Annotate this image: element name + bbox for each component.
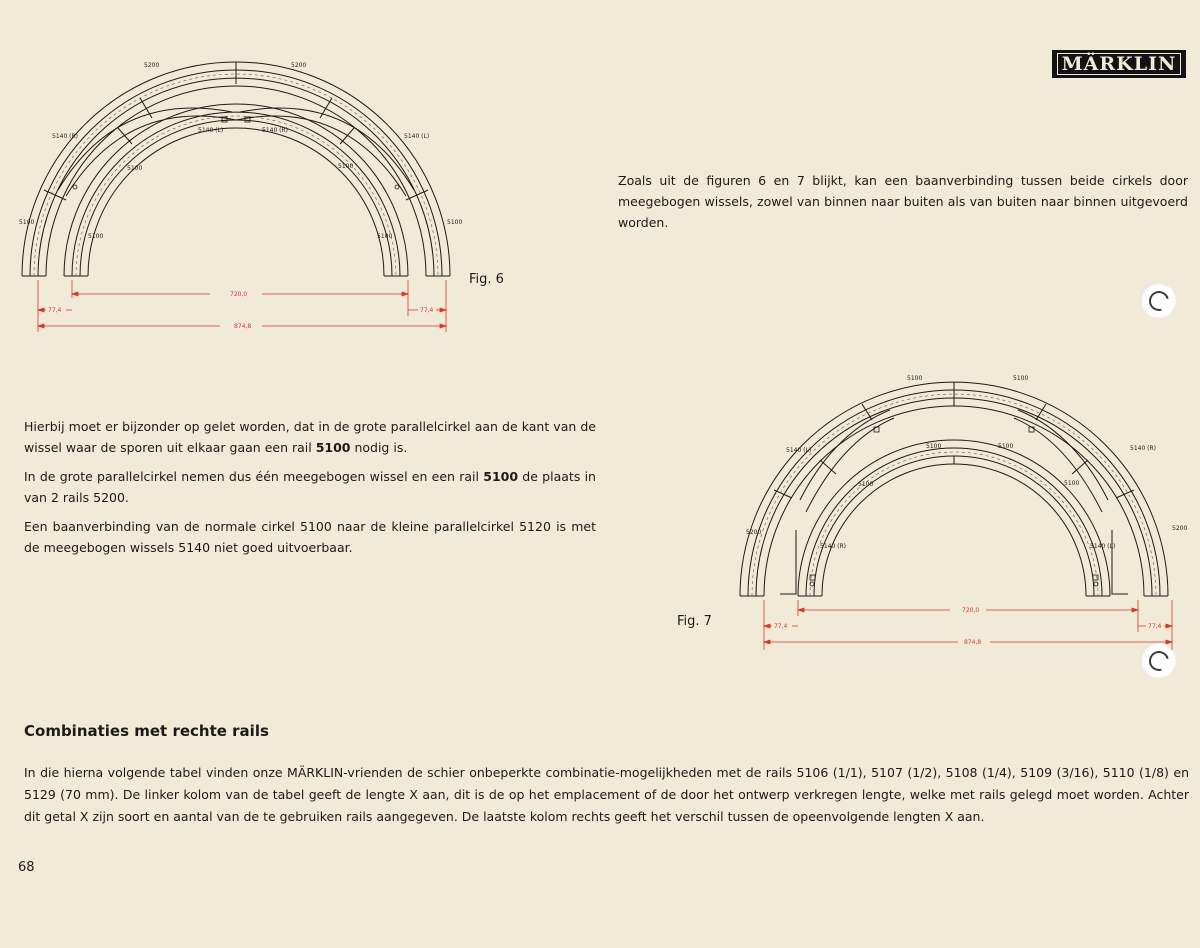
label-5200-right-fig7: 5200	[1172, 525, 1188, 532]
label-5100-inner-right-fig7: 5100	[998, 443, 1014, 450]
intro-paragraph: Zoals uit de figuren 6 en 7 blijkt, kan een baanverbinding tussen beide cirkels door meegebogen wissels, zowel van binnen naar buiten als van buiten naar binnen uitgevoerd worden.	[618, 173, 1188, 230]
label-5100-inner-left: 5100	[127, 165, 143, 172]
label-5100-outer-left-fig7: 5100	[907, 375, 923, 382]
label-5100-mid-left-fig7: 5100	[858, 481, 874, 488]
figure-7-track-diagram	[740, 370, 1200, 655]
label-5100-inner-right: 5100	[338, 163, 354, 170]
dim-77-left-fig6: 77,4	[48, 307, 62, 314]
dim-77-right-fig7: 77,4	[1148, 623, 1162, 630]
label-5140l-top: 5140 (L)	[198, 127, 224, 134]
note-paragraph-1: Hierbij moet er bijzonder op gelet worden, dat in de grote parallelcirkel aan de kant van de wissel waar de sporen uit elkaar gaan een rail 5100 nodig is.	[24, 419, 596, 455]
figure-7-caption: Fig. 7	[677, 614, 712, 629]
punch-hole-top	[1140, 282, 1176, 318]
dim-874-fig6: 874,8	[234, 323, 252, 330]
label-5140l-fig7: 5140 (L)	[786, 447, 812, 454]
label-5100-end-left-inner: 5100	[88, 233, 104, 240]
label-5100-inner-left-fig7: 5100	[926, 443, 942, 450]
note-paragraph-2: In de grote parallelcirkel nemen dus één meegebogen wissel en een rail 5100 de plaats in van 2 rails 5200.	[24, 469, 596, 505]
label-5140l-right: 5140 (L)	[404, 133, 430, 140]
page-number: 68	[18, 860, 35, 875]
label-5100-end-right-inner: 5100	[377, 233, 393, 240]
note-paragraph-3: Een baanverbinding van de normale cirkel 5100 naar de kleine parallelcirkel 5120 is met de meegebogen wissels 5140 niet goed uitvoerbaar.	[24, 519, 596, 555]
label-5100-outer-right-fig7: 5100	[1013, 375, 1029, 382]
label-5140r-top: 5140 (R)	[262, 127, 289, 134]
section-paragraph: In die hierna volgende tabel vinden onze MÄRKLIN-vrienden de schier onbeperkte combinatie-mogelijkheden met de rails 5106 (1/1), 5107 (1/2), 5108 (1/4), 5109 (3/16), 5110 (1/8) en 5129 (70 mm). De linker kolom van de tabel geeft de lengte X aan, dit is de op het emplacement of de door het ontwerp verkregen lengte, welke met rails gelegd moet worden. Achter dit getal X zijn soort en aantal van de te gebruiken rails aangegeven. De laatste kolom rechts geeft het verschil tussen de opeenvolgende lengten X aan.	[24, 765, 1189, 824]
label-5100-end-right-outer: 5100	[447, 219, 463, 226]
note-block	[24, 416, 596, 558]
dim-77-left-fig7: 77,4	[774, 623, 788, 630]
section-heading: Combinaties met rechte rails	[24, 722, 269, 740]
dim-874-fig7: 874,8	[964, 639, 982, 646]
dim-720-fig7: 720,0	[962, 607, 980, 614]
label-5140l-end-fig7: 5140 (L)	[1090, 543, 1116, 550]
label-5140r-fig7: 5140 (R)	[1130, 445, 1157, 452]
label-5140r-end-fig7: 5140 (R)	[820, 543, 847, 550]
label-5100-end-left-outer: 5100	[19, 219, 35, 226]
label-5200-right: 5200	[291, 62, 307, 69]
dim-77-right-fig6: 77,4	[420, 307, 434, 314]
label-5140r-left: 5140 (R)	[52, 133, 79, 140]
label-5200-left-fig7: 5200	[746, 529, 762, 536]
figure-6-caption: Fig. 6	[469, 272, 504, 287]
label-5200-left: 5200	[144, 62, 160, 69]
marklin-logo: MÄRKLIN	[1052, 50, 1186, 78]
label-5100-mid-right-fig7: 5100	[1064, 480, 1080, 487]
dim-720-fig6: 720,0	[230, 291, 248, 298]
figure-6-track-diagram	[0, 40, 520, 350]
